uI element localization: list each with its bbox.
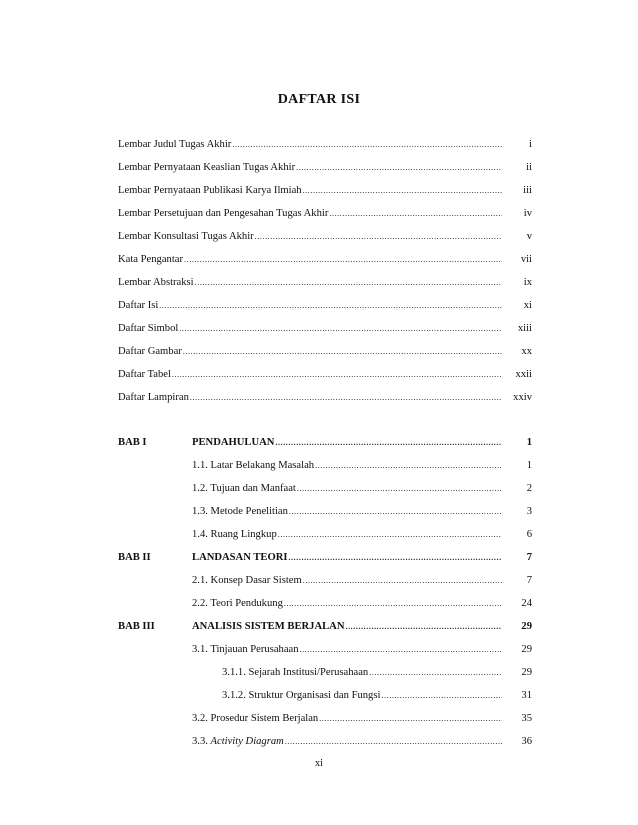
toc-entry[interactable]: [118, 299, 532, 313]
leader-dots: [285, 735, 502, 749]
toc-section-entry[interactable]: [118, 574, 532, 588]
leader-dots: [296, 161, 502, 175]
toc-subsection-entry[interactable]: [118, 666, 532, 680]
toc-entry-page: 29: [521, 621, 532, 632]
toc-entry-page: 2: [526, 483, 532, 494]
leader-dots: [183, 345, 502, 359]
toc-entry-page: 1: [526, 437, 532, 448]
section-title: 1.3. Metode Penelitian: [192, 506, 288, 517]
toc-entry-label: Kata Pengantar: [118, 254, 184, 265]
toc-section-entry[interactable]: [118, 482, 532, 496]
toc-entry-label: Daftar Lampiran: [118, 392, 189, 403]
toc-entry-label: Lembar Konsultasi Tugas Akhir: [118, 231, 254, 242]
leader-dots: [190, 391, 502, 405]
toc-section-entry[interactable]: [118, 528, 532, 542]
toc-entry-page: xi: [523, 300, 532, 311]
toc-entry-page: 36: [521, 736, 532, 747]
toc-chapter-entry[interactable]: [118, 620, 532, 634]
toc-entry-page: ii: [526, 162, 532, 173]
leader-dots: [159, 299, 502, 313]
chapter-number: BAB II: [118, 552, 151, 563]
leader-dots: [303, 574, 502, 588]
section-title: [192, 735, 284, 749]
section-title: 2.1. Konsep Dasar Sistem: [192, 575, 302, 586]
leader-dots: [278, 528, 502, 542]
toc-subsection-entry[interactable]: [118, 689, 532, 703]
leader-dots: [319, 712, 502, 726]
leader-dots: [303, 184, 502, 198]
toc-entry-label: Lembar Abstraksi: [118, 277, 194, 288]
toc-entry[interactable]: [118, 276, 532, 290]
toc-entry-page: 7: [526, 575, 532, 586]
leader-dots: [184, 253, 502, 267]
toc-entry[interactable]: [118, 368, 532, 382]
section-title: 3.1. Tinjauan Perusahaan: [192, 644, 299, 655]
leader-dots: [369, 666, 502, 680]
subsection-title: 3.1.2. Struktur Organisasi dan Fungsi: [222, 690, 381, 701]
page-number: xi: [314, 758, 324, 769]
toc-entry-page: iv: [523, 208, 532, 219]
toc-entry-page: 35: [521, 713, 532, 724]
toc-entry[interactable]: [118, 391, 532, 405]
leader-dots: [297, 482, 502, 496]
leader-dots: [179, 322, 502, 336]
leader-dots: [255, 230, 502, 244]
toc-entry-page: iii: [523, 185, 532, 196]
toc-entry[interactable]: [118, 345, 532, 359]
toc-entry-page: xiii: [517, 323, 532, 334]
leader-dots: [289, 505, 502, 519]
toc-entry-page: xx: [521, 346, 532, 357]
toc-entry[interactable]: [118, 230, 532, 244]
leader-dots: [329, 207, 502, 221]
toc-section-entry[interactable]: [118, 735, 532, 749]
toc-entry-page: 24: [521, 598, 532, 609]
toc-entry-label: Lembar Judul Tugas Akhir: [118, 139, 232, 150]
toc-section-entry[interactable]: [118, 712, 532, 726]
leader-dots: [172, 368, 502, 382]
toc-entry-page: 1: [526, 460, 532, 471]
section-title: 1.2. Tujuan dan Manfaat: [192, 483, 296, 494]
leader-dots: [300, 643, 502, 657]
toc-entry-page: xxii: [515, 369, 532, 380]
toc-entry-page: 29: [521, 644, 532, 655]
leader-dots: [232, 138, 502, 152]
section-title: 2.2. Teori Pendukung: [192, 598, 283, 609]
section-title: 3.2. Prosedur Sistem Berjalan: [192, 713, 319, 724]
chapter-number: BAB I: [118, 437, 147, 448]
toc-entry-label: Lembar Persetujuan dan Pengesahan Tugas Akhir: [118, 208, 329, 219]
toc-section-entry[interactable]: [118, 643, 532, 657]
page-title: DAFTAR ISI: [277, 92, 361, 107]
leader-dots: [315, 459, 502, 473]
subsection-title: 3.1.1. Sejarah Institusi/Perusahaan: [222, 667, 369, 678]
toc-entry-page: 29: [521, 667, 532, 678]
toc-section-entry[interactable]: [118, 505, 532, 519]
toc-entry-page: ix: [523, 277, 532, 288]
toc-entry[interactable]: [118, 184, 532, 198]
toc-entry-label: Daftar Simbol: [118, 323, 179, 334]
leader-dots: [284, 597, 502, 611]
section-title: 1.4. Ruang Lingkup: [192, 529, 277, 540]
toc-entry-label: Daftar Isi: [118, 300, 159, 311]
toc-entry-label: Lembar Pernyataan Keaslian Tugas Akhir: [118, 162, 296, 173]
section-title: 1.1. Latar Belakang Masalah: [192, 460, 315, 471]
chapter-title: LANDASAN TEORI: [192, 552, 288, 563]
toc-entry[interactable]: [118, 322, 532, 336]
leader-dots: [288, 551, 502, 565]
toc-section-entry[interactable]: [118, 459, 532, 473]
chapter-title: ANALISIS SISTEM BERJALAN: [192, 621, 345, 632]
toc-entry-page: 31: [521, 690, 532, 701]
toc-entry-label: Lembar Pernyataan Publikasi Karya Ilmiah: [118, 185, 302, 196]
leader-dots: [381, 689, 502, 703]
toc-section-entry[interactable]: [118, 597, 532, 611]
toc-entry[interactable]: [118, 253, 532, 267]
toc-entry[interactable]: [118, 207, 532, 221]
toc-entry-page: 7: [526, 552, 532, 563]
toc-entry-label: Daftar Tabel: [118, 369, 171, 380]
toc-chapter-entry[interactable]: [118, 551, 532, 565]
toc-entry-page: vii: [520, 254, 532, 265]
toc-entry[interactable]: [118, 161, 532, 175]
section-title-prefix: 3.3.: [192, 736, 211, 747]
chapter-number: BAB III: [118, 621, 155, 632]
leader-dots: [275, 436, 502, 450]
toc-entry-page: v: [526, 231, 532, 242]
section-title-italic: Activity Diagram: [210, 736, 284, 747]
toc-entry-page: i: [529, 139, 532, 150]
toc-entry-page: 3: [526, 506, 532, 517]
leader-dots: [195, 276, 502, 290]
toc-chapter-entry[interactable]: [118, 436, 532, 450]
toc-entry[interactable]: [118, 138, 532, 152]
toc-entry-page: xxiv: [513, 392, 532, 403]
leader-dots: [345, 620, 502, 634]
chapter-title: PENDAHULUAN: [192, 437, 275, 448]
toc-entry-label: Daftar Gambar: [118, 346, 182, 357]
toc-entry-page: 6: [526, 529, 532, 540]
